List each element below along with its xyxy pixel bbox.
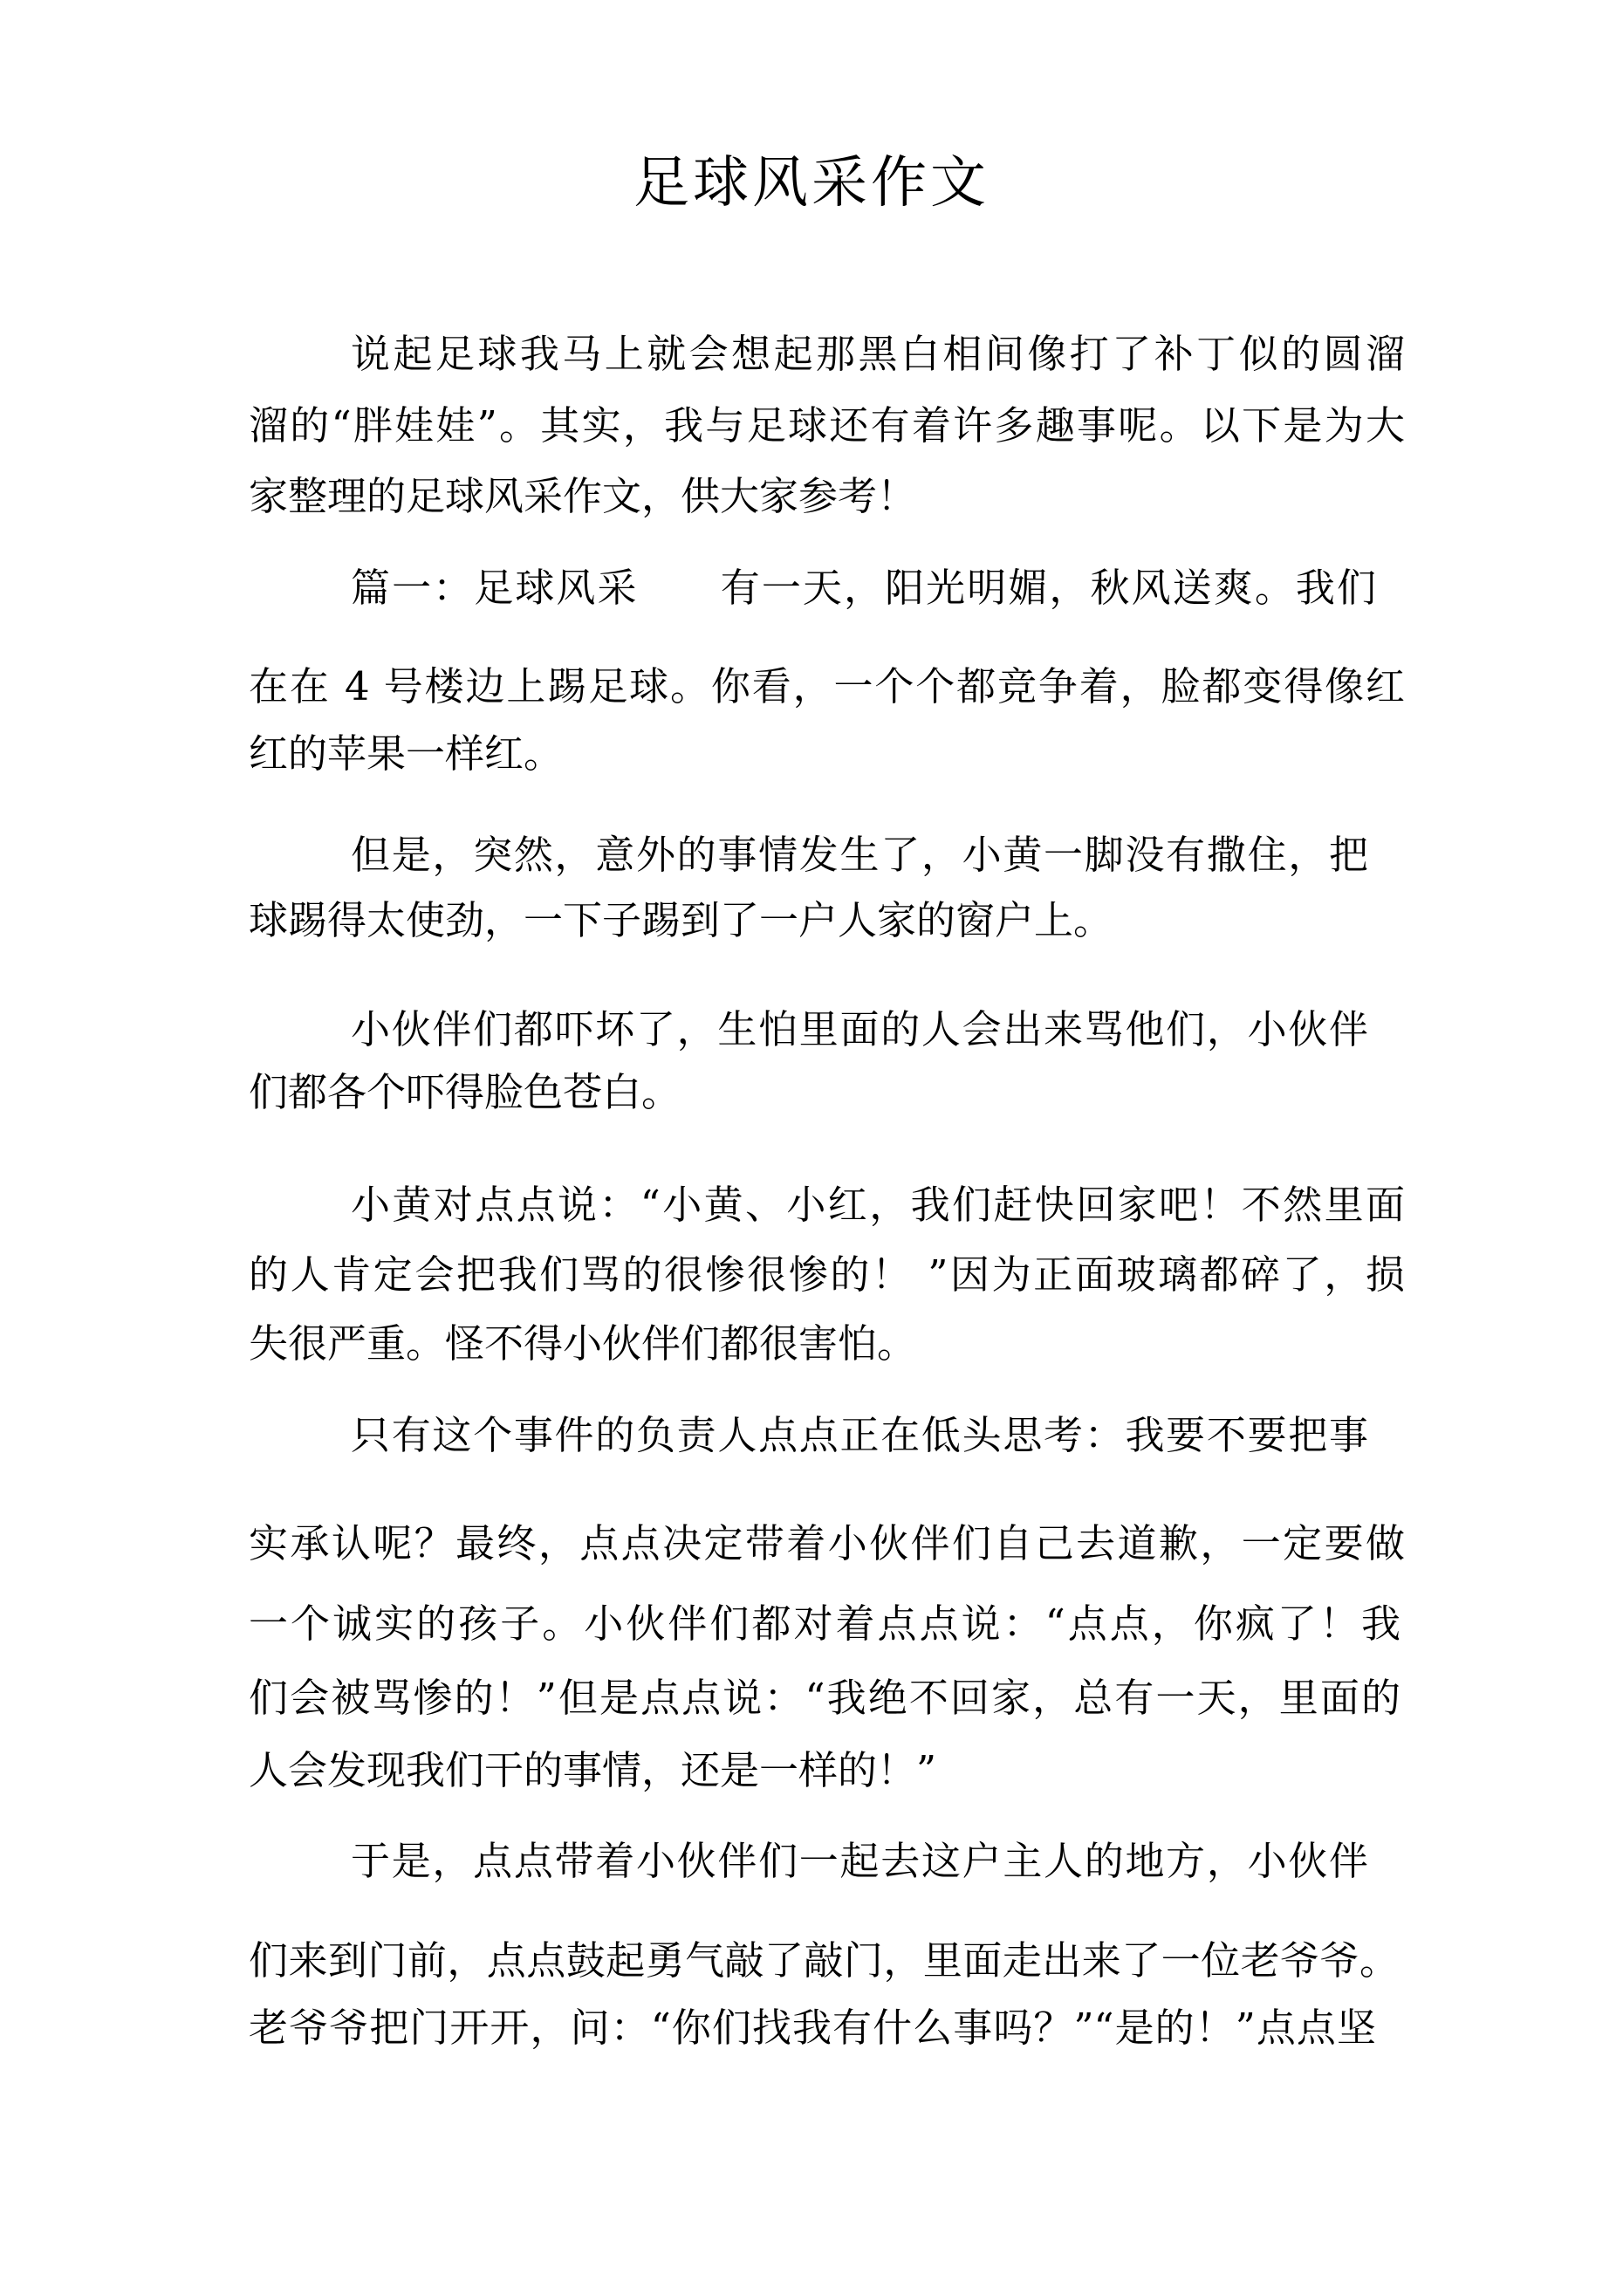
document-title: 足球风采作文 xyxy=(633,151,990,216)
text-line: 在在 4 号楼边上踢足球。你看，一个个都竞争着，脸都变得像红 xyxy=(249,663,1405,709)
text-line: 们都各个吓得脸色苍白。 xyxy=(249,1069,681,1115)
text-line: 的人肯定会把我们骂的很惨很惨的！ ”因为正面玻璃都碎了，损 xyxy=(249,1251,1405,1298)
text-line: 篇一：足球风采 有一天，阳光明媚，秋风送爽。我们 xyxy=(351,565,1376,611)
text-line: 溜的“胖娃娃”。其实，我与足球还有着许多趣事呢。以下是为大 xyxy=(249,402,1405,449)
text-line: 球踢得太使劲，一下子踢到了一户人家的窗户上。 xyxy=(249,897,1113,943)
text-line: 们会被骂惨的！”但是点点说：“我绝不回家，总有一天，里面的 xyxy=(249,1675,1400,1721)
text-line: 失很严重。怪不得小伙伴们都很害怕。 xyxy=(249,1320,917,1367)
text-line: 人会发现我们干的事情，还是一样的！” xyxy=(249,1747,937,1793)
text-line: 一个诚实的孩子。小伙伴们都对着点点说：“点点，你疯了！我 xyxy=(249,1600,1400,1647)
text-line: 家整理的足球风采作文，供大家参考！ xyxy=(249,473,917,519)
text-line: 小黄对点点说：“小黄、小红，我们赶快回家吧！不然里面 xyxy=(351,1182,1405,1228)
text-line: 但是，突然，意外的事情发生了，小黄一脚没有撒住，把 xyxy=(351,832,1368,878)
text-line: 于是，点点带着小伙伴们一起去这户主人的地方，小伙伴 xyxy=(351,1838,1368,1884)
text-line: 们来到门前，点点鼓起勇气敲了敲门，里面走出来了一位老爷爷。 xyxy=(249,1937,1399,1984)
text-line: 说起足球我马上就会想起那黑白相间像打了补丁似的圆溜 xyxy=(351,331,1405,377)
text-line: 实承认呢？最终，点点决定带着小伙伴们自己去道歉，一定要做 xyxy=(249,1520,1405,1566)
text-line: 老爷爷把门开开，问：“你们找我有什么事吗？”“是的！”点点坚 xyxy=(249,2005,1376,2051)
text-line: 红的苹果一样红。 xyxy=(249,730,564,777)
text-line: 只有这个事件的负责人点点正在低头思考：我要不要把事 xyxy=(351,1412,1368,1458)
text-line: 小伙伴们都吓坏了，生怕里面的人会出来骂他们，小伙伴 xyxy=(351,1006,1368,1052)
